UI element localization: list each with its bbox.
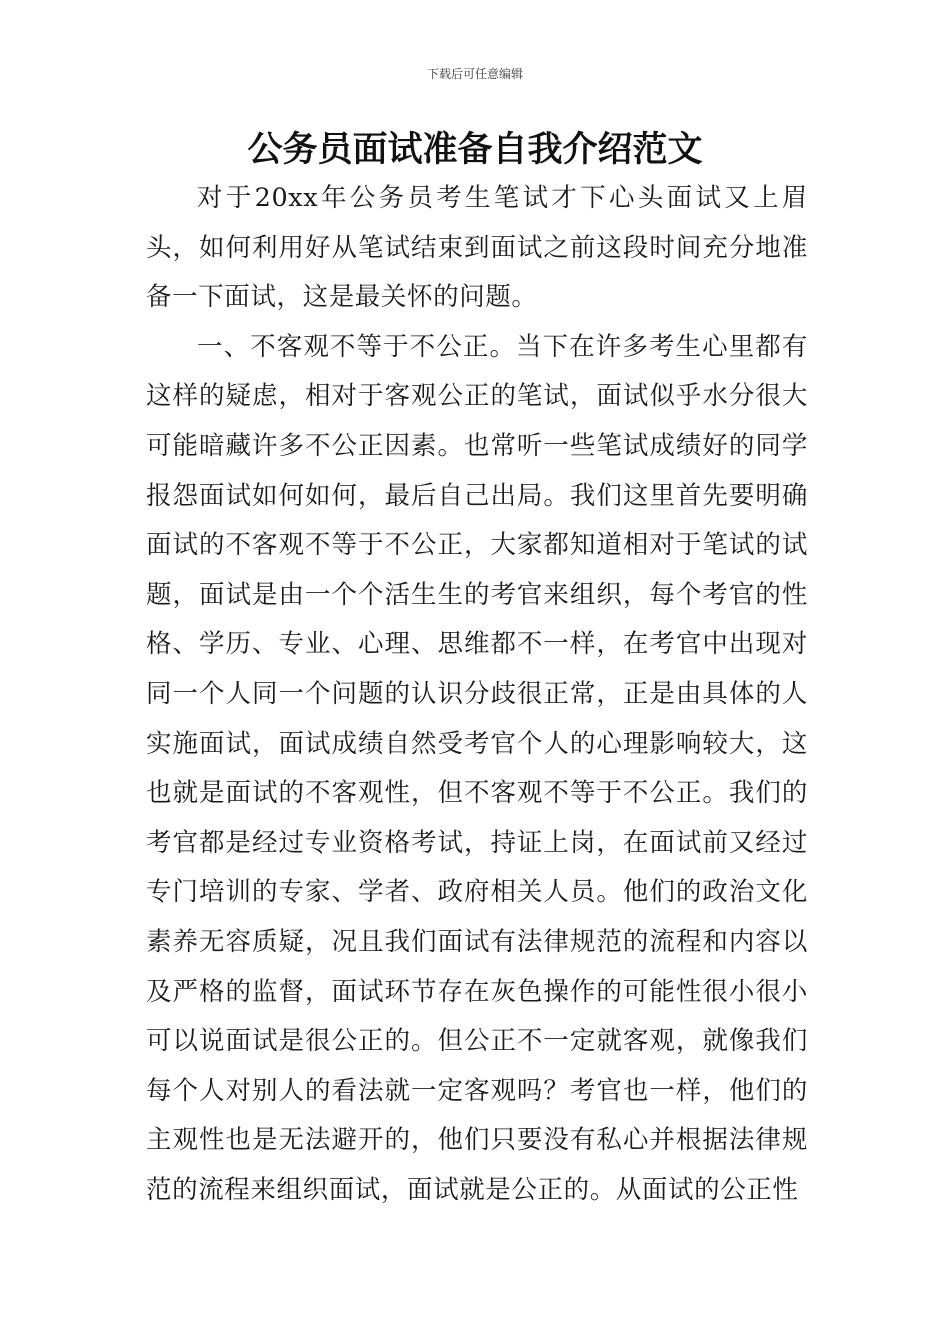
paragraph-section-one: 一、不客观不等于不公正。当下在许多考生心里都有这样的疑虑，相对于客观公正的笔试，面试似乎水分很大可能暗藏许多不公正因素。也常听一些笔试成绩好的同学报怨面试如何如何，最后自己出局。我们这里首先要明确面试的不客观不等于不公正，大家都知道相对于笔试的试题，面试是由一个个活生生的考官来组织，每个考官的性格、学历、专业、心理、思维都不一样，在考官中出现对同一个人同一个问题的认识分歧很正常，正是由具体的人实施面试，面试成绩自然受考官个人的心理影响较大，这也就是面试的不客观性，但不客观不等于不公正。我们的考官都是经过专业资格考试，持证上岗，在面试前又经过专门培训的专家、学者、政府相关人员。他们的政治文化素养无容质疑，况且我们面试有法律规范的流程和内容以及严格的监督，面试环节存在灰色操作的可能性很小很小可以说面试是很公正的。但公正不一定就客观，就像我们每个人对别人的看法就一定客观吗？考官也一样，他们的主观性也是无法避开的，他们只要没有私心并根据法律规范的流程来组织面试，面试就是公正的。从面试的公正性 — [146, 331, 808, 1205]
document-body — [146, 174, 808, 1215]
paragraph-intro: 对于20xx年公务员考生笔试才下心头面试又上眉头，如何利用好从笔试结束到面试之前这段时间充分地准备一下面试，这是最关怀的问题。 — [146, 183, 808, 313]
document-title: 公务员面试准备自我介绍范文 — [247, 130, 703, 170]
header-note: 下载后可任意编辑 — [426, 67, 523, 81]
